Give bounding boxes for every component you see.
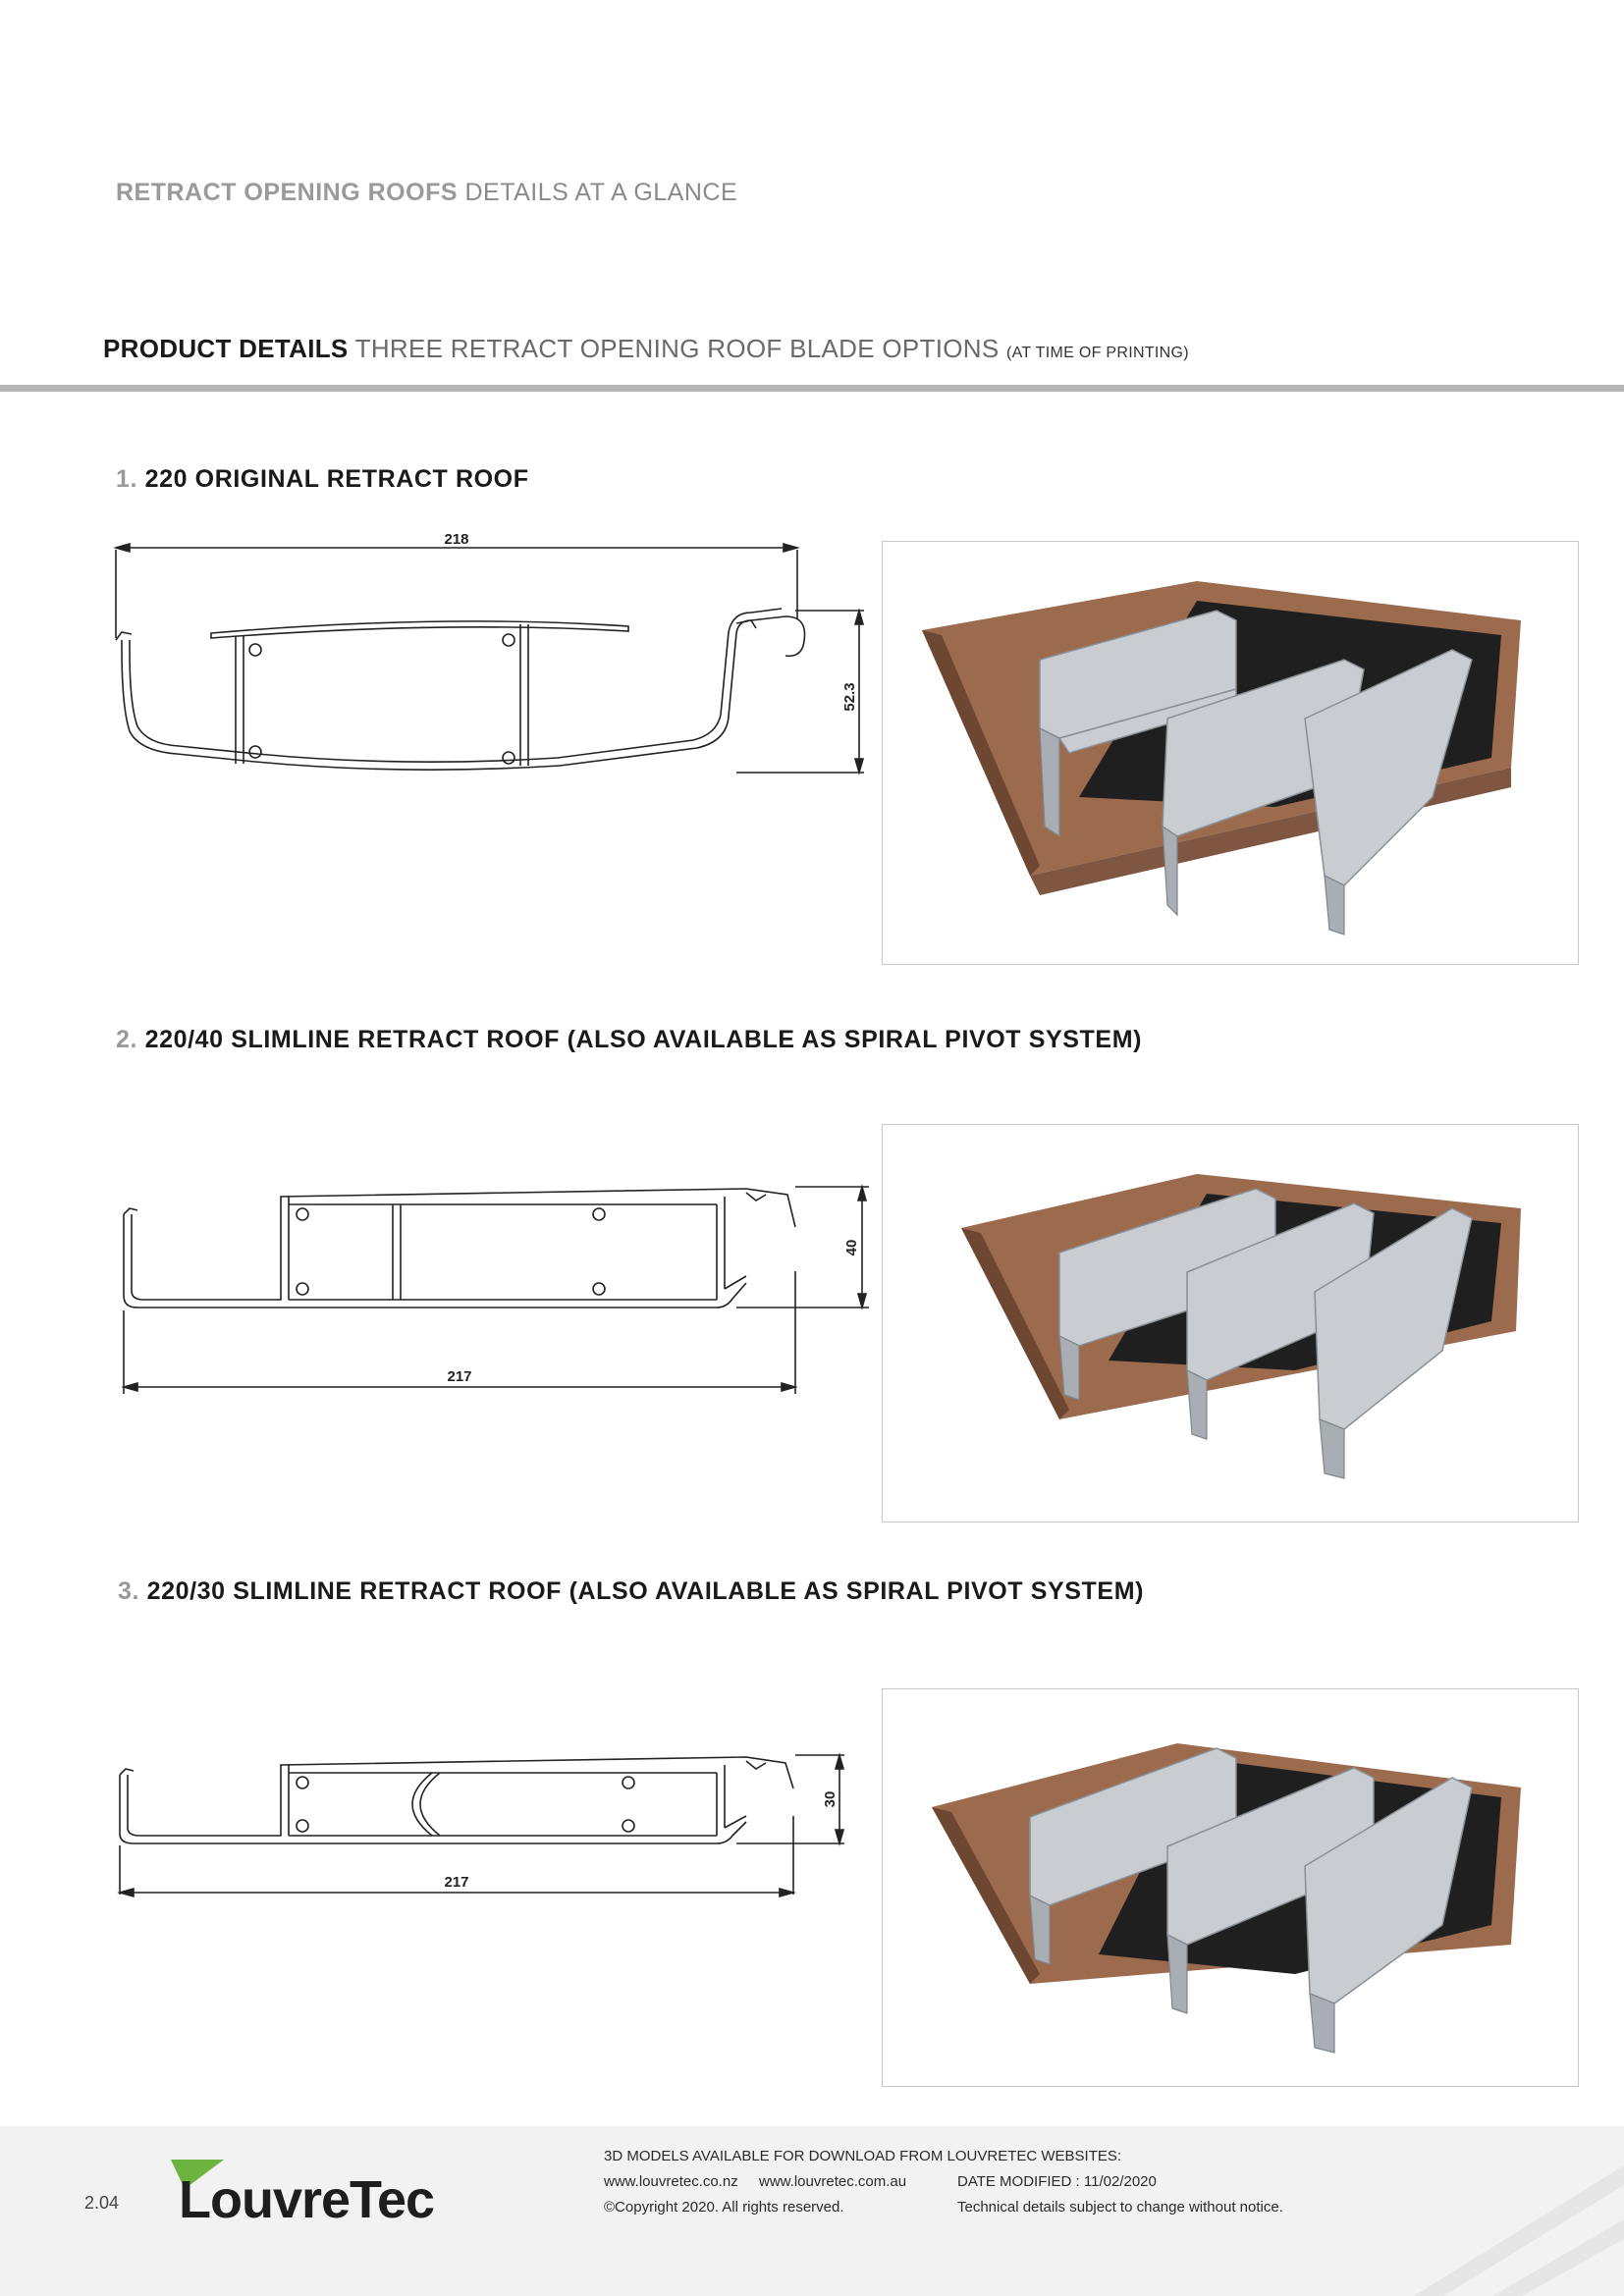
option-3-width-label: 217	[444, 1874, 469, 1891]
section-title-bold: PRODUCT DETAILS	[103, 334, 349, 363]
option-3-profile-drawing	[108, 1737, 884, 1914]
page-header	[116, 179, 737, 207]
option-2-height-label: 40	[843, 1239, 860, 1256]
logo-text: LouvreTec	[179, 2170, 435, 2229]
page-number: 2.04	[84, 2193, 120, 2213]
option-2-width-label: 217	[447, 1368, 472, 1385]
option-1-render-image	[882, 541, 1579, 965]
option-1-number: 1.	[116, 465, 138, 493]
option-3-label: 220/30 SLIMLINE RETRACT ROOF (ALSO AVAILABLE AS SPIRAL PIVOT SYSTEM)	[146, 1577, 1145, 1605]
section-divider	[0, 385, 1624, 392]
option-1-width-label: 218	[444, 531, 469, 548]
option-3-render-svg	[883, 1689, 1577, 2085]
option-1-profile-drawing	[108, 530, 884, 785]
footer-url-nz[interactable]: www.louvretec.co.nz	[604, 2173, 738, 2190]
footer-url-au[interactable]: www.louvretec.com.au	[759, 2173, 907, 2190]
footer-disclaimer: Technical details subject to change without notice.	[957, 2199, 1283, 2216]
footer-decoration	[1296, 2126, 1624, 2296]
option-2-profile-drawing	[108, 1173, 884, 1399]
option-2-title	[116, 1026, 1142, 1054]
section-title-light: THREE RETRACT OPENING ROOF BLADE OPTIONS	[354, 334, 1000, 363]
header-title-bold: RETRACT OPENING ROOFS	[116, 179, 459, 206]
louvretec-logo	[169, 2158, 434, 2236]
option-1-title	[116, 465, 529, 494]
option-1-render-svg	[883, 542, 1577, 963]
section-title	[103, 334, 1189, 364]
section-title-small: (AT TIME OF PRINTING)	[1006, 345, 1189, 361]
footer-date-modified: DATE MODIFIED : 11/02/2020	[957, 2173, 1157, 2190]
option-3-render-image	[882, 1688, 1579, 2087]
option-1-label: 220 ORIGINAL RETRACT ROOF	[144, 465, 529, 493]
footer-download-line: 3D MODELS AVAILABLE FOR DOWNLOAD FROM LOUVRETEC WEBSITES:	[604, 2148, 1122, 2164]
option-2-render-svg	[883, 1125, 1577, 1521]
footer-copyright: ©Copyright 2020. All rights reserved.	[604, 2199, 844, 2216]
option-3-height-label: 30	[822, 1790, 839, 1808]
option-2-render-image	[882, 1124, 1579, 1522]
option-2-label: 220/40 SLIMLINE RETRACT ROOF (ALSO AVAILABLE AS SPIRAL PIVOT SYSTEM)	[144, 1026, 1143, 1053]
option-2-number: 2.	[116, 1026, 138, 1053]
option-3-number: 3.	[118, 1577, 140, 1605]
option-3-title	[118, 1577, 1144, 1606]
option-1-height-label: 52.3	[841, 682, 858, 712]
header-title-light: DETAILS AT A GLANCE	[464, 179, 738, 206]
